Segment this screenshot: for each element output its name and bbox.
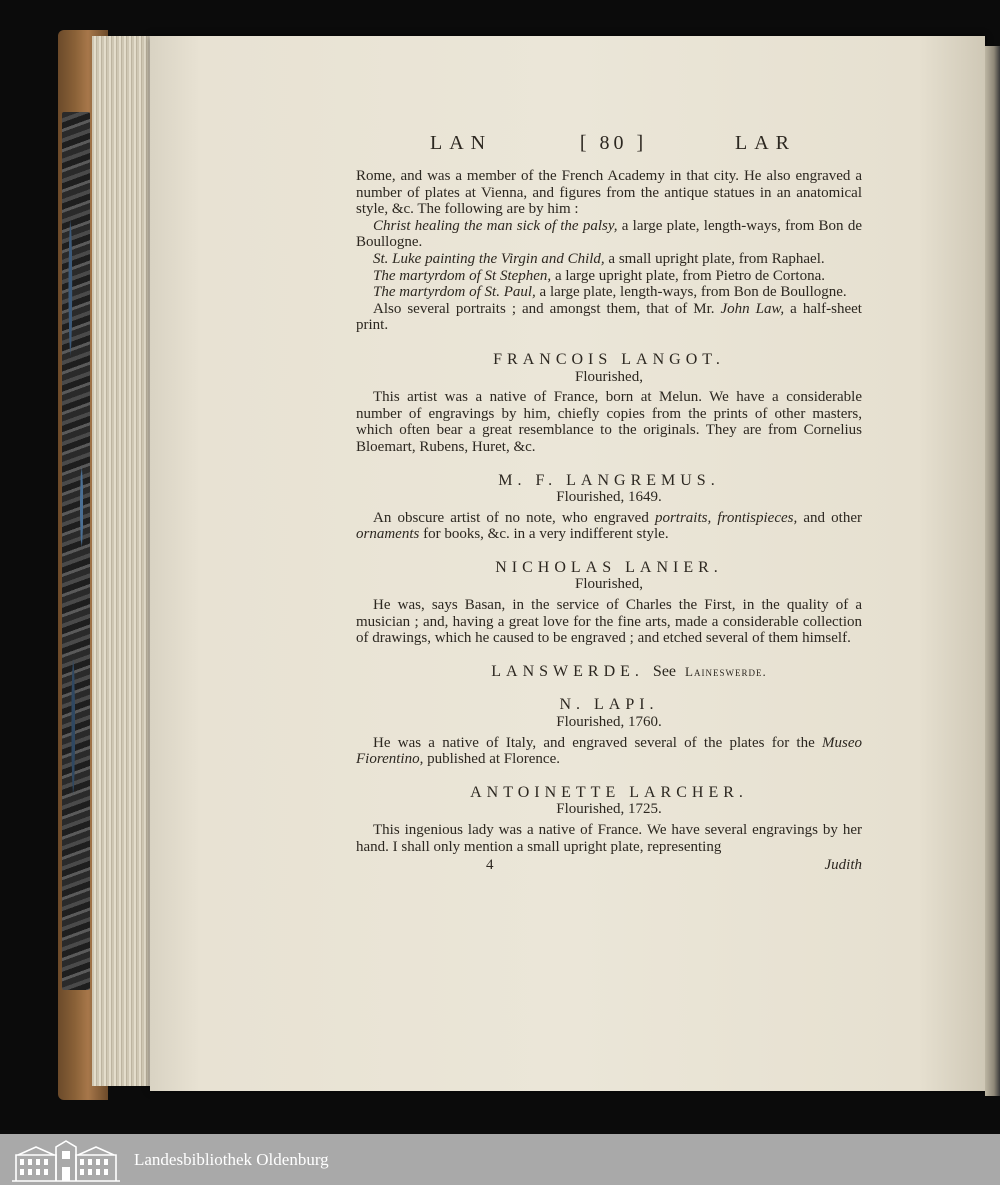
work-title: St. Luke painting the Virgin and Child, [373,250,605,267]
portraits-entry: Also several portraits ; and amongst them, that of Mr. John Law, a half-sheet print. [356,300,862,334]
work-description: a small upright plate, from Raphael. [604,250,825,267]
work-title: Christ healing the man sick of the palsy, [373,217,618,234]
running-head [430,132,796,155]
entry-text-lapi: He was a native of Italy, and engraved several of the plates for the Museo Fiorentino, published at Florence. [356,734,862,768]
work-description: a large upright plate, from Pietro de Cortona. [551,267,826,284]
paragraph-intro: Rome, and was a member of the French Academy in that city. He also engraved a number of plates at Vienna, and figures from the antique statues in an anatomical style, &c. The following are by him : [356,168,862,218]
flourished-lapi: Flourished, 1760. [556,714,662,731]
flourished-langremus: Flourished, 1649. [556,489,662,506]
work-title: The martyrdom of St. Paul, [373,284,536,301]
entry-heading-lapi: N. LAPI. [559,696,659,714]
library-footer [0,1134,1000,1185]
page-content [356,168,862,874]
entry-heading-larcher: ANTOINETTE LARCHER. [470,783,748,801]
entry-heading-langot: FRANCOIS LANGOT. [493,350,725,368]
right-page-edge [985,46,1000,1096]
entry-text-langot: This artist was a native of France, born at Melun. We have a considerable number of engravings by him, chiefly copies from the prints of other masters, which often bear a great resemblance to the originals. They are from Cornelius Bloemart, Rubens, Huret, &c. [356,389,862,455]
page-foot [356,857,862,874]
marbled-edge [62,112,90,990]
page-number: [ 80 ] [579,132,648,154]
cross-reference: Laineswerde. [685,663,767,679]
entry-heading-lanier: NICHOLAS LANIER. [495,558,723,576]
work-description: a large plate, length-ways, from Bon de Boullogne. [356,217,862,251]
entry-text-langremus: An obscure artist of no note, who engraved portraits, frontispieces, and other ornaments for books, &c. in a very indifferent style. [356,509,862,543]
running-head-right: LAR [735,132,796,154]
flourished-larcher: Flourished, 1725. [556,801,662,818]
entry-text-larcher: This ingenious lady was a native of France. We have several engravings by her hand. I shall only mention a small upright plate, representing [356,822,862,855]
library-building-icon [8,1137,124,1183]
flourished-langot: Flourished, [575,368,643,385]
signature-mark: 4 [486,857,494,874]
work-entry-1 [356,218,862,251]
work-entry-2 [356,251,862,268]
flourished-lanier: Flourished, [575,576,643,593]
entry-heading-lanswerde: LANSWERDE. See Laineswerde. [491,662,767,680]
catchword: Judith [824,857,862,874]
running-head-left: LAN [430,132,493,154]
entry-text-lanier: He was, says Basan, in the service of Charles the First, in the quality of a musician ; and, having a great love for the fine arts, made a considerable collection of drawings, which he caused to be engraved ; and etched several of them himself. [356,597,862,647]
portrait-name: John Law, [720,300,785,317]
entry-heading-langremus: M. F. LANGREMUS. [498,471,720,489]
work-entry-3 [356,268,862,285]
library-name[interactable]: Landesbibliothek Oldenburg [134,1150,329,1169]
work-description: a large plate, length-ways, from Bon de Boullogne. [535,284,847,301]
work-title: The martyrdom of St Stephen, [373,267,552,284]
work-entry-4 [356,284,862,301]
